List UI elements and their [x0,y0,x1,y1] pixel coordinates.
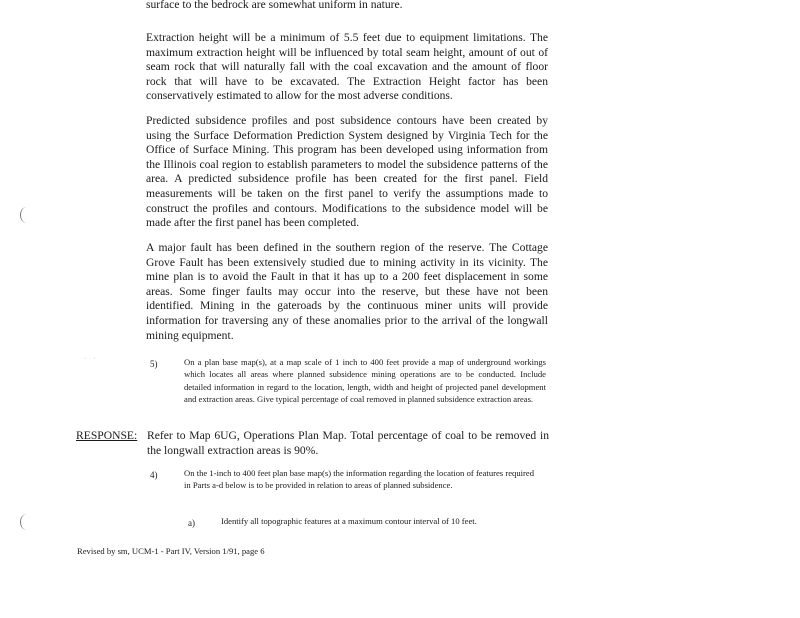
item-5-number: 5) [150,359,158,369]
paragraph-extraction-height: Extraction height will be a minimum of 5.5 feet due to equipment limitations. The maximum extraction height will be influenced by total seam height, amount of out of seam rock that will naturally fall with the coal excavation and the amount of floor rock that will have to be excavated. The Extraction Height factor has been conservatively estimated to allow for the most adverse conditions. [146,31,548,103]
binding-hole-mark [20,514,33,530]
paragraph-subsidence-profiles: Predicted subsidence profiles and post subsidence contours have been created by using the Surface Deformation Prediction System designed by Virginia Tech for the Office of Surface Mining. This program has been developed using information from the Illinois coal region to establish parameters to model the subsidence patterns of the area. A predicted subsidence profile has been created for the first panel. Field measurements will be taken on the first panel to verify the assumptions made to construct the profiles and contours. Modifications to the subsidence model will be made after the first panel has been completed. [146,114,548,230]
item-4-number: 4) [150,470,158,480]
scan-artifact-dots: · · [84,356,99,362]
paragraph-fault: A major fault has been defined in the southern region of the reserve. The Cottage Grove Fault has been extensively studied due to mining activity in its vicinity. The mine plan is to avoid the Fault in that it has up to a 200 feet displacement in some areas. Some finger faults may occur into the reserve, but these have not been identified. Mining in the gateroads by the continuous miner units will provide information for traversing any of these anomalies prior to the arrival of the longwall mining equipment. [146,241,548,342]
paragraph-fragment: surface to the bedrock are somewhat uniform in nature. [146,0,403,11]
item-5-text: On a plan base map(s), at a map scale of 1 inch to 400 feet provide a map of underground workings which locates all areas where planned subsidence mining operations are to be conducted. Include detailed information in regard to the location, length, width and height of projected panel development and extraction areas. Give typical percentage of coal removed in planned subsidence extraction areas. [184,357,546,405]
item-4-text: On the 1-inch to 400 feet plan base map(s) the information regarding the location of features required in Parts a-d below is to be provided in relation to areas of planned subsidence. [184,468,534,491]
item-4a-text: Identify all topographic features at a maximum contour interval of 10 feet. [221,516,477,526]
response-label: RESPONSE: [76,429,138,442]
page-footer: Revised by sm, UCM-1 - Part IV, Version 1/91, page 6 [77,546,265,556]
item-4a-letter: a) [188,518,195,528]
response-text: Refer to Map 6UG, Operations Plan Map. Total percentage of coal to be removed in the longwall extraction areas is 90%. [147,429,549,457]
binding-hole-mark [20,207,33,223]
